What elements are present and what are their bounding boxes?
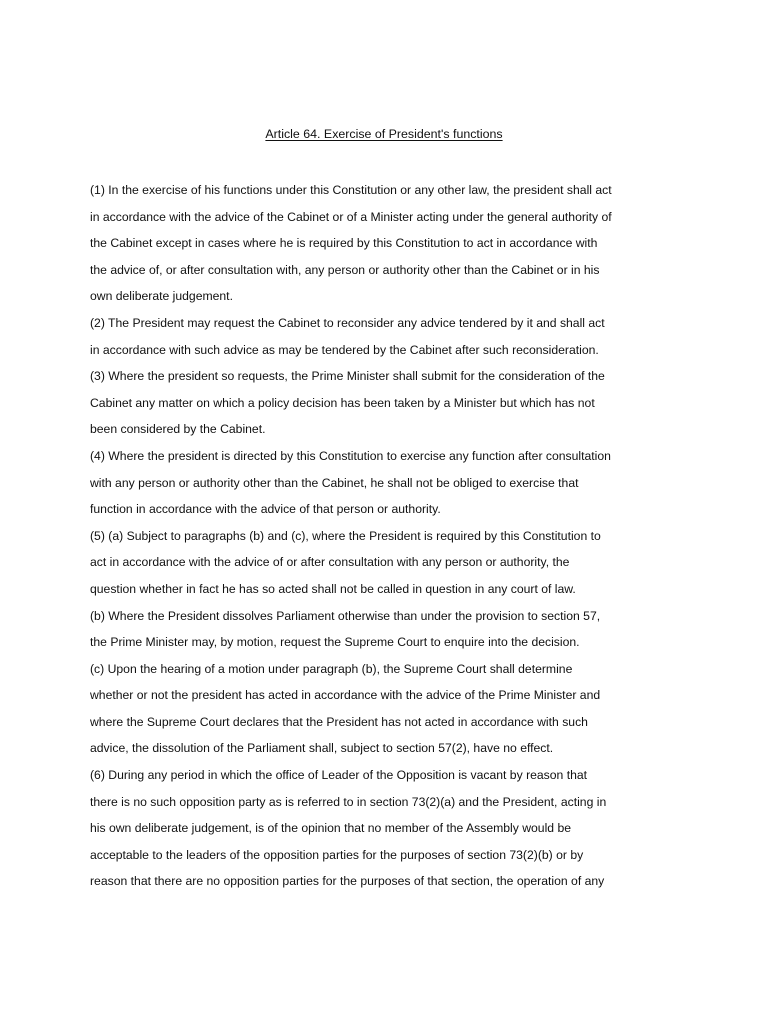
text-line: Cabinet any matter on which a policy decision has been taken by a Minister but which has not (90, 395, 595, 410)
text-line: there is no such opposition party as is referred to in section 73(2)(a) and the President, acting in (90, 794, 607, 809)
text-line: (c) Upon the hearing of a motion under paragraph (b), the Supreme Court shall determine (90, 661, 573, 676)
text-line: question whether in fact he has so acted shall not be called in question in any court of law. (90, 581, 576, 596)
text-line: been considered by the Cabinet. (90, 422, 266, 437)
text-line: (6) During any period in which the office of Leader of the Opposition is vacant by reason that (90, 768, 588, 783)
text-line: in accordance with the advice of the Cabinet or of a Minister acting under the general authority of (90, 209, 612, 224)
text-line: whether or not the president has acted in accordance with the advice of the Prime Minister and (90, 688, 601, 703)
text-line: advice, the dissolution of the Parliament shall, subject to section 57(2), have no effect. (90, 741, 554, 756)
text-line: in accordance with such advice as may be tendered by the Cabinet after such reconsideration. (90, 342, 599, 357)
text-line: own deliberate judgement. (90, 289, 233, 304)
text-line: (1) In the exercise of his functions under this Constitution or any other law, the president shall act (90, 183, 612, 197)
text-line: (3) Where the president so requests, the Prime Minister shall submit for the consideration of the (90, 369, 605, 384)
text-line: the Prime Minister may, by motion, request the Supreme Court to enquire into the decision. (90, 635, 580, 650)
text-line: (2) The President may request the Cabinet to reconsider any advice tendered by it and shall act (90, 315, 605, 330)
text-line: function in accordance with the advice of that person or authority. (90, 502, 441, 517)
text-line: act in accordance with the advice of or after consultation with any person or authority, the (90, 555, 570, 570)
text-line: (b) Where the President dissolves Parliament otherwise than under the provision to section 57, (90, 608, 601, 623)
text-line: with any person or authority other than the Cabinet, he shall not be obliged to exercise that (90, 475, 579, 490)
article-title: Article 64. Exercise of President's functions (265, 127, 503, 141)
text-line: the advice of, or after consultation with, any person or authority other than the Cabinet or in his (90, 262, 600, 277)
text-line: his own deliberate judgement, is of the opinion that no member of the Assembly would be (90, 821, 572, 836)
text-line: reason that there are no opposition parties for the purposes of that section, the operation of any (90, 874, 605, 889)
article-body (90, 177, 650, 895)
text-line: the Cabinet except in cases where he is required by this Constitution to act in accordance with (90, 236, 598, 251)
text-line: acceptable to the leaders of the opposition parties for the purposes of section 73(2)(b) or by (90, 847, 584, 862)
text-line: where the Supreme Court declares that the President has not acted in accordance with such (90, 714, 588, 729)
text-line: (5) (a) Subject to paragraphs (b) and (c), where the President is required by this Constitution to (90, 528, 601, 543)
text-line: (4) Where the president is directed by this Constitution to exercise any function after consultation (90, 448, 611, 463)
